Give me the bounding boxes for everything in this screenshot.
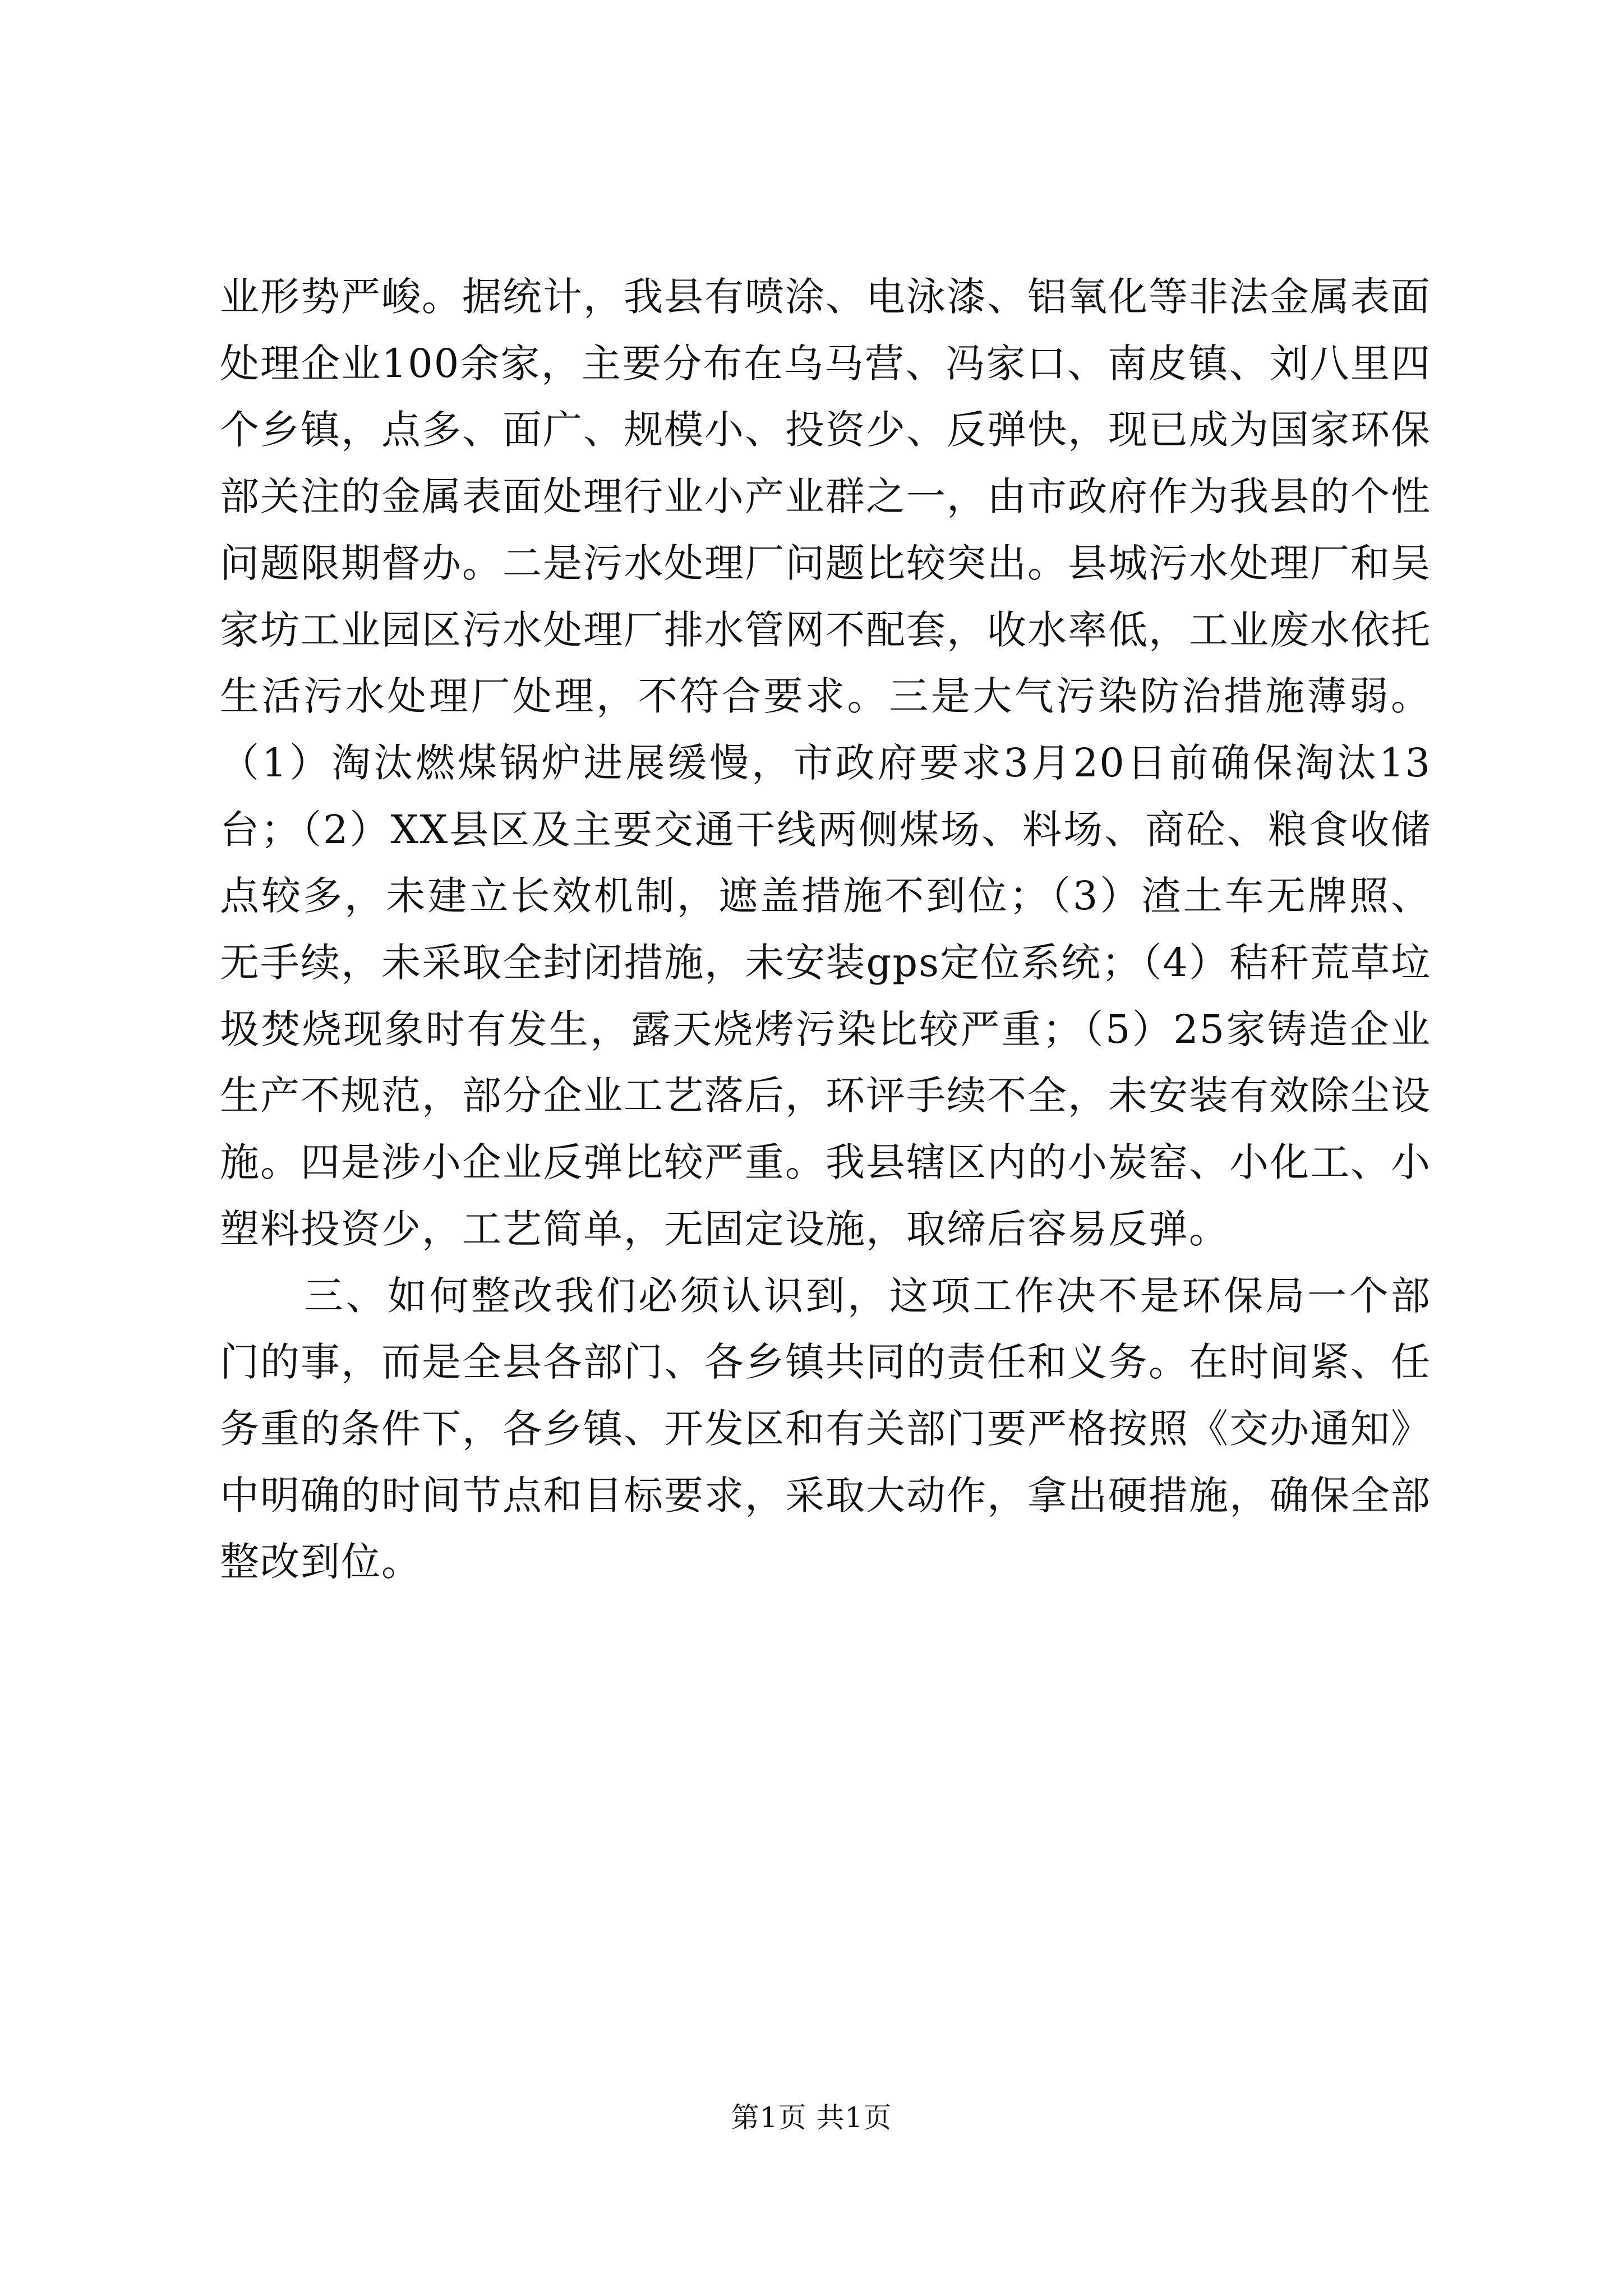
document-body bbox=[220, 264, 1431, 1595]
page-footer bbox=[0, 2101, 1623, 2134]
page-number: 第1页 共1页 bbox=[731, 2101, 892, 2134]
body-paragraph-continued: 业形势严峻。据统计，我县有喷涂、电泳漆、铝氧化等非法金属表面处理企业100余家，主要分布在乌马营、冯家口、南皮镇、刘八里四个乡镇，点多、面广、规模小、投资少、反弹快，现已成为国家环保部关注的金属表面处理行业小产业群之一，由市政府作为我县的个性问题限期督办。二是污水处理厂问题比较突出。县城污水处理厂和吴家坊工业园区污水处理厂排水管网不配套，收水率低，工业废水依托生活污水处理厂处理，不符合要求。三是大气污染防治措施薄弱。（1）淘汰燃煤锅炉进展缓慢，市政府要求3月20日前确保淘汰13台；（2）XX县区及主要交通干线两侧煤场、料场、商砼、粮食收储点较多，未建立长效机制，遮盖措施不到位；（3）渣土车无牌照、无手续，未采取全封闭措施，未安装gps定位系统；（4）秸秆荒草垃圾焚烧现象时有发生，露天烧烤污染比较严重；（5）25家铸造企业生产不规范，部分企业工艺落后，环评手续不全，未安装有效除尘设施。四是涉小企业反弹比较严重。我县辖区内的小炭窑、小化工、小塑料投资少，工艺简单，无固定设施，取缔后容易反弹。 bbox=[220, 274, 1431, 1252]
body-paragraph-rectification: 三、如何整改我们必须认识到，这项工作决不是环保局一个部门的事，而是全县各部门、各乡镇共同的责任和义务。在时间紧、任务重的条件下，各乡镇、开发区和有关部门要严格按照《交办通知》中明确的时间节点和目标要求，采取大动作，拿出硬措施，确保全部整改到位。 bbox=[220, 1272, 1431, 1585]
